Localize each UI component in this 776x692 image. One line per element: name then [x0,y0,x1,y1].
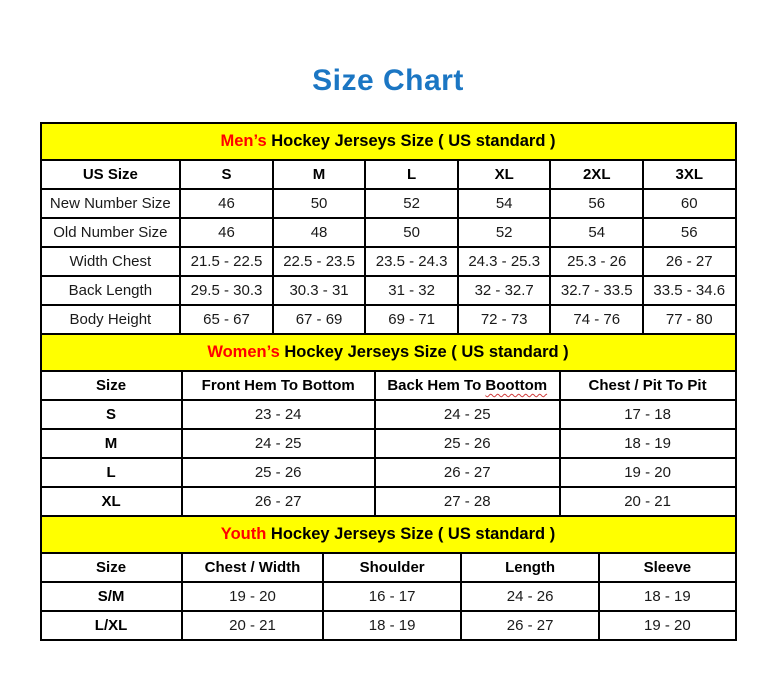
mens-header-row [41,160,736,189]
table-row [41,458,736,487]
youth-size-table [40,515,737,641]
column-header: US Size [41,160,181,189]
youth-section-heading [41,516,736,553]
column-header: 2XL [550,160,643,189]
size-value: 27 - 28 [375,487,560,516]
size-value: 19 - 20 [182,582,324,611]
size-value: 26 - 27 [375,458,560,487]
table-row [41,305,736,334]
table-row [41,247,736,276]
table-row [41,189,736,218]
back-hem-prefix: Back Hem To [387,377,486,394]
size-value: 20 - 21 [560,487,736,516]
size-value: 18 - 19 [560,429,736,458]
size-value: 74 - 76 [550,305,643,334]
size-value: 25 - 26 [375,429,560,458]
size-value: 29.5 - 30.3 [180,276,273,305]
size-value: 19 - 20 [560,458,736,487]
size-value: 26 - 27 [461,611,599,640]
row-label: L [41,458,182,487]
size-value: 32 - 32.7 [458,276,551,305]
womens-section-band [41,334,736,371]
column-header: S [180,160,273,189]
row-label: Old Number Size [41,218,181,247]
row-label: L/XL [41,611,182,640]
size-value: 26 - 27 [643,247,735,276]
size-value: 21.5 - 22.5 [180,247,273,276]
row-label: Back Length [41,276,181,305]
size-value: 30.3 - 31 [273,276,366,305]
size-value: 50 [273,189,366,218]
size-value: 18 - 19 [599,582,735,611]
table-row [41,276,736,305]
size-value: 24.3 - 25.3 [458,247,551,276]
column-header: Chest / Pit To Pit [560,371,736,400]
size-value: 77 - 80 [643,305,735,334]
table-row [41,611,736,640]
youth-heading-highlight: Youth [220,525,267,543]
size-value: 25 - 26 [182,458,375,487]
size-value: 65 - 67 [180,305,273,334]
column-header: Front Hem To Bottom [182,371,375,400]
youth-header-row [41,553,736,582]
column-header: L [365,160,458,189]
size-value: 52 [365,189,458,218]
mens-section-band [41,123,736,160]
tables-container [40,122,737,641]
mens-size-table [40,122,737,335]
column-header: Size [41,553,182,582]
table-row [41,582,736,611]
size-value: 26 - 27 [182,487,375,516]
column-header: Length [461,553,599,582]
size-value: 33.5 - 34.6 [643,276,735,305]
womens-section-heading [41,334,736,371]
row-label: Body Height [41,305,181,334]
size-value: 19 - 20 [599,611,735,640]
womens-heading-highlight: Women’s [207,343,280,361]
table-row [41,487,736,516]
size-value: 24 - 26 [461,582,599,611]
row-label: XL [41,487,182,516]
column-header: Shoulder [323,553,461,582]
column-header: M [273,160,366,189]
row-label: New Number Size [41,189,181,218]
womens-heading-rest: Hockey Jerseys Size ( US standard ) [279,343,569,361]
table-row [41,429,736,458]
size-value: 24 - 25 [182,429,375,458]
column-header: Chest / Width [182,553,324,582]
row-label: M [41,429,182,458]
column-header: 3XL [643,160,735,189]
table-row [41,400,736,429]
size-value: 50 [365,218,458,247]
row-label: Width Chest [41,247,181,276]
size-value: 25.3 - 26 [550,247,643,276]
size-value: 20 - 21 [182,611,324,640]
size-value: 56 [643,218,735,247]
column-header: XL [458,160,551,189]
size-value: 22.5 - 23.5 [273,247,366,276]
size-value: 56 [550,189,643,218]
size-value: 67 - 69 [273,305,366,334]
mens-heading-highlight: Men’s [220,132,267,150]
column-header: Size [41,371,182,400]
mens-heading-rest: Hockey Jerseys Size ( US standard ) [266,132,556,150]
size-value: 54 [458,189,551,218]
column-header-misspelled [375,371,560,400]
size-value: 72 - 73 [458,305,551,334]
womens-size-table [40,333,737,517]
womens-header-row [41,371,736,400]
mens-section-heading [41,123,736,160]
size-value: 46 [180,189,273,218]
size-value: 23.5 - 24.3 [365,247,458,276]
size-value: 69 - 71 [365,305,458,334]
size-value: 48 [273,218,366,247]
size-value: 32.7 - 33.5 [550,276,643,305]
table-row [41,218,736,247]
size-value: 60 [643,189,735,218]
size-value: 31 - 32 [365,276,458,305]
row-label: S/M [41,582,182,611]
size-value: 16 - 17 [323,582,461,611]
size-value: 24 - 25 [375,400,560,429]
youth-section-band [41,516,736,553]
column-header: Sleeve [599,553,735,582]
size-value: 46 [180,218,273,247]
youth-heading-rest: Hockey Jerseys Size ( US standard ) [266,525,556,543]
misspelled-word: Boottom [485,377,548,394]
size-value: 23 - 24 [182,400,375,429]
size-value: 54 [550,218,643,247]
size-value: 52 [458,218,551,247]
page-title: Size Chart [312,64,464,97]
size-value: 18 - 19 [323,611,461,640]
size-value: 17 - 18 [560,400,736,429]
row-label: S [41,400,182,429]
